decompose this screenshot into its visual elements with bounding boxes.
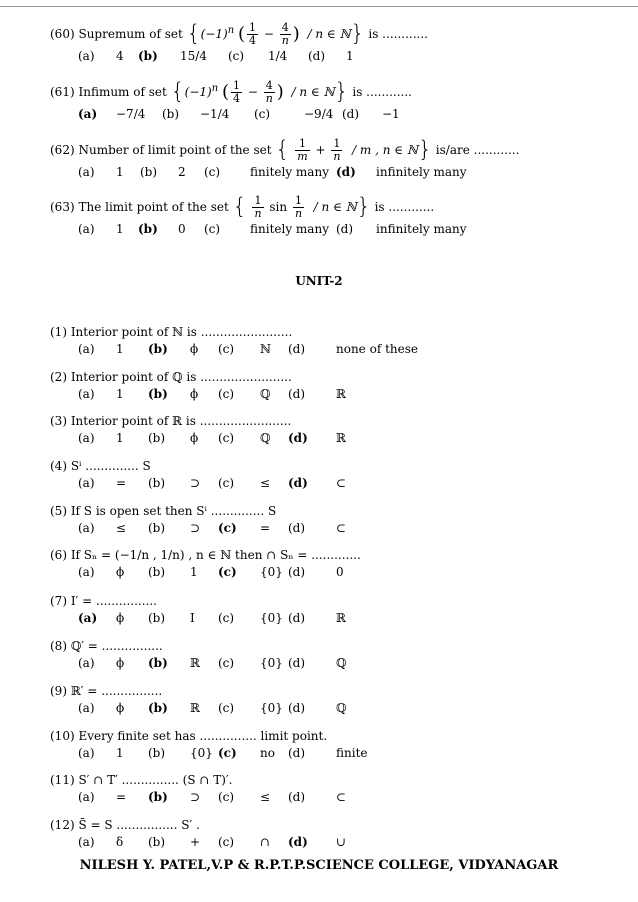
option-value: ⊂: [336, 476, 347, 490]
option-label: (c): [218, 342, 235, 356]
options-row: (a) 4 (b) 15/4 (c) 1/4 (d) 1: [78, 49, 354, 63]
option-value: =: [116, 790, 127, 804]
question-unit2-4: [50, 458, 610, 492]
option-value: ⊂: [336, 521, 347, 535]
option-label: (c): [218, 746, 237, 760]
option-label: (b): [148, 835, 166, 849]
option-label: (b): [148, 431, 166, 445]
question-unit2-8: [50, 638, 610, 672]
option-value: none of these: [336, 342, 418, 356]
question-unit2-2: [50, 369, 610, 403]
option-value: =: [260, 521, 271, 535]
options-row: [78, 701, 610, 717]
options-row: (a) 1 (b) 2 (c) finitely many (d) infinitely many: [78, 165, 467, 179]
question-unit2-6: [50, 547, 610, 581]
question-stem: (7) I′ = ................: [50, 594, 157, 608]
question-stem: (3) Interior point of ℝ is ........................: [50, 414, 292, 428]
question-unit2-5: [50, 503, 610, 537]
unit-heading: UNIT-2: [295, 274, 343, 288]
option-value: ϕ: [116, 565, 125, 579]
option-label: (c): [218, 835, 235, 849]
option-label: (b): [148, 790, 168, 804]
option-value: ⊃: [190, 790, 201, 804]
top-rule: [0, 6, 638, 7]
option-value: ϕ: [190, 431, 199, 445]
option-label: (a): [78, 611, 98, 625]
question-stem: (9) ℝ′ = ................: [50, 684, 163, 698]
options-row: [78, 342, 610, 358]
option-label: (d): [288, 431, 308, 445]
option-value: ϕ: [116, 701, 125, 715]
option-label: (a): [78, 387, 95, 401]
option-label: (d): [288, 790, 306, 804]
question-61: (61) Infimum of set {$(-1)^n$ ( $\frac{1}{4}$ − $\frac{4}{n}$ ) / n ∈ ℕ} is ............ (a) −7/4 (b) −1/4 (c) −9/4 (d) −1: [50, 80, 610, 123]
option-label: (d): [288, 835, 308, 849]
option-value: =: [116, 476, 127, 490]
question-unit2-7: [50, 593, 610, 627]
question-unit2-10: [50, 728, 610, 762]
question-unit2-11: [50, 772, 610, 806]
option-value: ℚ: [260, 387, 271, 401]
option-value: ⊃: [190, 521, 201, 535]
option-label: (b): [148, 387, 168, 401]
option-value: ℚ: [336, 701, 347, 715]
option-value: ℝ: [190, 701, 200, 715]
option-value: 1: [116, 342, 124, 356]
footer-text: NILESH Y. PATEL,V.P & R.P.T.P.SCIENCE COLLEGE, VIDYANAGAR: [79, 858, 559, 873]
option-label: (a): [78, 701, 95, 715]
option-value: {0}: [260, 611, 283, 625]
option-label: (a): [78, 476, 95, 490]
option-label: (b): [148, 656, 168, 670]
question-63: (63) The limit point of the set { $\frac{1}{n}$ sin $\frac{1}{n}$ / n ∈ ℕ} is ............ (a) 1 (b) 0 (c) finitely many (d) infinitely many: [50, 195, 610, 238]
option-label: (a): [78, 565, 95, 579]
option-value: I: [190, 611, 195, 625]
question-unit2-9: [50, 683, 610, 717]
option-label: (b): [148, 565, 166, 579]
option-label: (c): [218, 431, 235, 445]
option-label: (c): [218, 701, 235, 715]
option-value: {0}: [190, 746, 213, 760]
option-value: 1: [190, 565, 198, 579]
option-value: ϕ: [116, 611, 125, 625]
option-label: (d): [288, 476, 308, 490]
question-unit2-12: [50, 817, 610, 851]
option-label: (a): [78, 342, 95, 356]
option-value: ∪: [336, 835, 347, 849]
option-value: {0}: [260, 565, 283, 579]
options-row: [78, 835, 610, 851]
option-value: 1: [116, 746, 124, 760]
option-value: no: [260, 746, 275, 760]
option-label: (c): [218, 790, 235, 804]
option-label: (a): [78, 521, 95, 535]
option-label: (b): [148, 746, 166, 760]
option-label: (d): [288, 565, 306, 579]
option-label: (a): [78, 656, 95, 670]
option-value: +: [190, 835, 201, 849]
options-row: [78, 656, 610, 672]
option-label: (b): [148, 701, 168, 715]
options-row: [78, 431, 610, 447]
question-stem: (11) S′ ∩ T′ ............... (S ∩ T)′.: [50, 773, 233, 787]
option-label: (a): [78, 746, 95, 760]
option-value: ℝ: [336, 611, 346, 625]
option-label: (b): [148, 611, 166, 625]
options-row: [78, 746, 610, 762]
option-value: ϕ: [190, 387, 199, 401]
options-row: (a) −7/4 (b) −1/4 (c) −9/4 (d) −1: [78, 107, 400, 121]
option-label: (d): [288, 387, 306, 401]
option-label: (a): [78, 790, 95, 804]
option-value: ℚ: [336, 656, 347, 670]
option-value: ⊃: [190, 476, 201, 490]
option-label: (c): [218, 656, 235, 670]
option-label: (d): [288, 746, 306, 760]
option-value: δ: [116, 835, 124, 849]
option-label: (d): [288, 701, 306, 715]
option-label: (c): [218, 565, 237, 579]
option-label: (b): [148, 342, 168, 356]
option-value: ℚ: [260, 431, 271, 445]
question-stem: (12) S̄ = S ................ S′ .: [50, 818, 200, 832]
question-unit2-3: [50, 413, 610, 447]
options-row: [78, 790, 610, 806]
option-label: (c): [218, 521, 237, 535]
option-value: ϕ: [116, 656, 125, 670]
option-value: 0: [336, 565, 344, 579]
option-value: ≤: [116, 521, 127, 535]
options-row: [78, 611, 610, 627]
question-stem: (8) ℚ′ = ................: [50, 639, 163, 653]
option-value: ∩: [260, 835, 271, 849]
option-label: (d): [288, 521, 306, 535]
question-stem: (4) Sⁱ .............. S: [50, 459, 151, 473]
option-value: ℝ: [190, 656, 200, 670]
option-value: ℝ: [336, 387, 346, 401]
option-label: (d): [288, 656, 306, 670]
question-unit2-1: [50, 324, 610, 358]
question-60: (60) Supremum of set {$(-1)^n$ ( $\frac{1}{4}$ − $\frac{4}{n}$ ) / n ∈ ℕ} is ............ (a) 4 (b) 15/4 (c) 1/4 (d) 1: [50, 22, 610, 65]
option-value: finite: [336, 746, 368, 760]
option-value: ϕ: [190, 342, 199, 356]
option-value: ℝ: [336, 431, 346, 445]
question-62: (62) Number of limit point of the set { $\frac{1}{m}$ + $\frac{1}{n}$ / m , n ∈ ℕ} is/are ............ (a) 1 (b) 2 (c) finitely many (d) infinitely many: [50, 138, 610, 181]
question-stem: (5) If S is open set then Sⁱ .............. S: [50, 504, 277, 518]
question-stem: (10) Every finite set has ............... limit point.: [50, 729, 328, 743]
option-value: ≤: [260, 476, 271, 490]
option-value: 1: [116, 431, 124, 445]
question-stem: (6) If Sₙ = (−1/n , 1/n) , n ∈ ℕ then ∩ Sₙ = .............: [50, 548, 361, 562]
options-row: (a) 1 (b) 0 (c) finitely many (d) infinitely many: [78, 222, 467, 236]
option-value: 1: [116, 387, 124, 401]
options-row: [78, 521, 610, 537]
option-label: (c): [218, 611, 235, 625]
option-label: (b): [148, 521, 166, 535]
option-value: ℕ: [260, 342, 271, 356]
option-label: (d): [288, 611, 306, 625]
option-value: ≤: [260, 790, 271, 804]
option-label: (d): [288, 342, 306, 356]
option-value: {0}: [260, 701, 283, 715]
question-stem: (2) Interior point of ℚ is ........................: [50, 370, 292, 384]
option-value: ⊂: [336, 790, 347, 804]
options-row: [78, 387, 610, 403]
question-stem: (1) Interior point of ℕ is ........................: [50, 325, 293, 339]
option-label: (b): [148, 476, 166, 490]
options-row: [78, 476, 610, 492]
option-label: (a): [78, 431, 95, 445]
option-label: (c): [218, 476, 235, 490]
option-label: (a): [78, 835, 95, 849]
options-row: [78, 565, 610, 581]
option-value: {0}: [260, 656, 283, 670]
option-label: (c): [218, 387, 235, 401]
